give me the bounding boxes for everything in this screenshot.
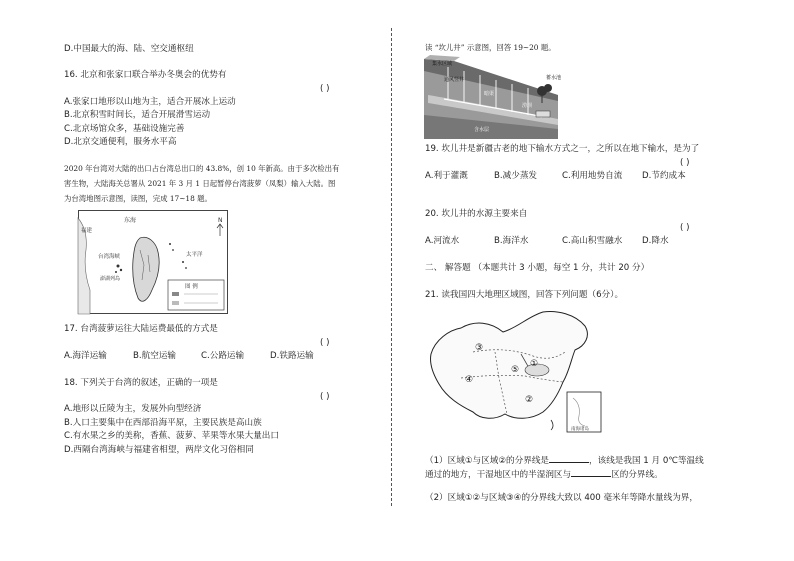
q21-sub2: （2）区域①②与区域③④的分界线大致以 400 毫米年等降水量线为界， [425,493,698,503]
q18-option-b[interactable]: B.人口主要集中在西部沿海平原，主要民族是高山族 [64,418,262,428]
q18-answer-paren[interactable]: ( ) [320,392,330,402]
north-arrow-icon: N [218,217,223,224]
q19-option-d[interactable]: D.节约成本 [642,171,686,181]
q20-answer-paren[interactable]: ( ) [680,223,690,233]
passage-line-3: 为台湾地图示意图，读图，完成 17~18 题。 [64,194,212,203]
region-label-2: ② [525,395,534,405]
passage-line-2: 害生物，大陆海关总署从 2021 年 3 月 1 日起暂停台湾菠萝（凤梨）输入大陆。图 [64,179,336,188]
q20-option-a[interactable]: A.河流水 [425,236,460,246]
map-label-pacific: 太平洋 [186,252,203,258]
karez-diagram [424,55,562,139]
q16-option-d[interactable]: D.北京交通便利，服务水平高 [64,137,177,147]
diagram-label-aquifer: 含水层 [474,127,490,133]
q17-option-b[interactable]: B.航空运输 [133,351,177,361]
map-label-penghu: 澎湖列岛 [100,276,121,282]
q16-stem: 16. 北京和张家口联合举办冬奥会的优势有 [64,70,227,80]
q20-option-b[interactable]: B.海洋水 [494,236,529,246]
q17-option-a[interactable]: A.海洋运输 [64,351,107,361]
diagram-label-oasis: 蓄水池 [546,75,562,81]
diagram-label-catchment: 集水区域 [432,61,453,67]
map-label-strait: 台湾海峡 [98,254,121,260]
diagram-label-pond: 涝坝 [522,103,533,109]
q21-sub1-line1: （1）区域①与区域②的分界线是 ，该线是我国 1 月 0℃等温线 [425,456,704,466]
inset-label: 南海诸岛 [571,427,589,432]
region-label-1: ① [530,359,539,369]
china-regions-map [425,308,605,436]
region-label-3: ③ [475,343,484,353]
diagram-label-channel: 暗渠 [484,91,495,97]
q19-option-a[interactable]: A.利于灌溉 [425,171,468,181]
q16-option-a[interactable]: A.张家口地形以山地为主，适合开展冰上运动 [64,97,236,107]
q16-answer-paren[interactable]: ( ) [320,84,330,94]
map-label-fujian: 福建 [81,228,93,234]
map-legend-title: 图 例 [185,284,198,290]
passage-line-1: 2020 年台湾对大陆的出口占台湾总出口的 43.8%，创 10 年新高。由于多次检出有 [64,164,340,173]
q20-option-d[interactable]: D.降水 [642,236,669,246]
q16-option-c[interactable]: C.北京场馆众多，基础设施完善 [64,124,185,134]
column-divider [391,28,392,506]
q17-option-c[interactable]: C.公路运输 [201,351,245,361]
q17-option-d[interactable]: D.铁路运输 [270,351,314,361]
section-2-heading: 二、 解答题 （本题共计 3 小题，每空 1 分，共计 20 分） [425,263,650,273]
q21-blank-2[interactable] [571,468,611,477]
q17-answer-paren[interactable]: ( ) [320,338,330,348]
q20-stem: 20. 坎儿井的水源主要来自 [425,209,528,219]
q18-option-a[interactable]: A.地形以丘陵为主，发展外向型经济 [64,404,202,414]
q15-option-d: D.中国最大的海、陆、空交通枢纽 [64,44,194,54]
map-label-east-sea: 东海 [124,217,137,224]
q17-stem: 17. 台湾菠萝运往大陆运费最低的方式是 [64,324,218,334]
taiwan-map [78,210,228,314]
q21-sub1-line2: 通过的地方，干湿地区中的半湿润区与 区的分界线。 [425,470,663,480]
region-label-5: ⑤ [511,365,520,375]
q19-option-c[interactable]: C.利用地势自流 [562,171,623,181]
q20-option-c[interactable]: C.高山积雪融水 [562,236,623,246]
q19-option-b[interactable]: B.减少蒸发 [494,171,538,181]
q18-option-c[interactable]: C.有水果之乡的美称，香蕉、菠萝、苹果等水果大量出口 [64,431,279,441]
q18-option-d[interactable]: D.西隔台湾海峡与福建省相望，两岸文化习俗相同 [64,445,254,455]
q21-stem: 21. 读我国四大地理区域图，回答下列问题（6分）。 [425,290,624,300]
legend-swatch-icon [172,292,179,296]
q18-stem: 18. 下列关于台湾的叙述，正确的一项是 [64,378,218,388]
diagram-label-shaft: 通风竖井 [444,77,465,83]
q16-option-b[interactable]: B.北京积雪时间长，适合开展滑雪运动 [64,110,211,120]
region-label-4: ④ [465,375,474,385]
q19-stem: 19. 坎儿井是新疆古老的地下输水方式之一，之所以在地下输水，是为了 [425,144,700,154]
karez-intro: 读 “坎儿井” 示意图，回答 19~20 题。 [425,43,556,52]
q19-answer-paren[interactable]: ( ) [680,158,690,168]
q21-blank-1[interactable] [549,454,589,463]
